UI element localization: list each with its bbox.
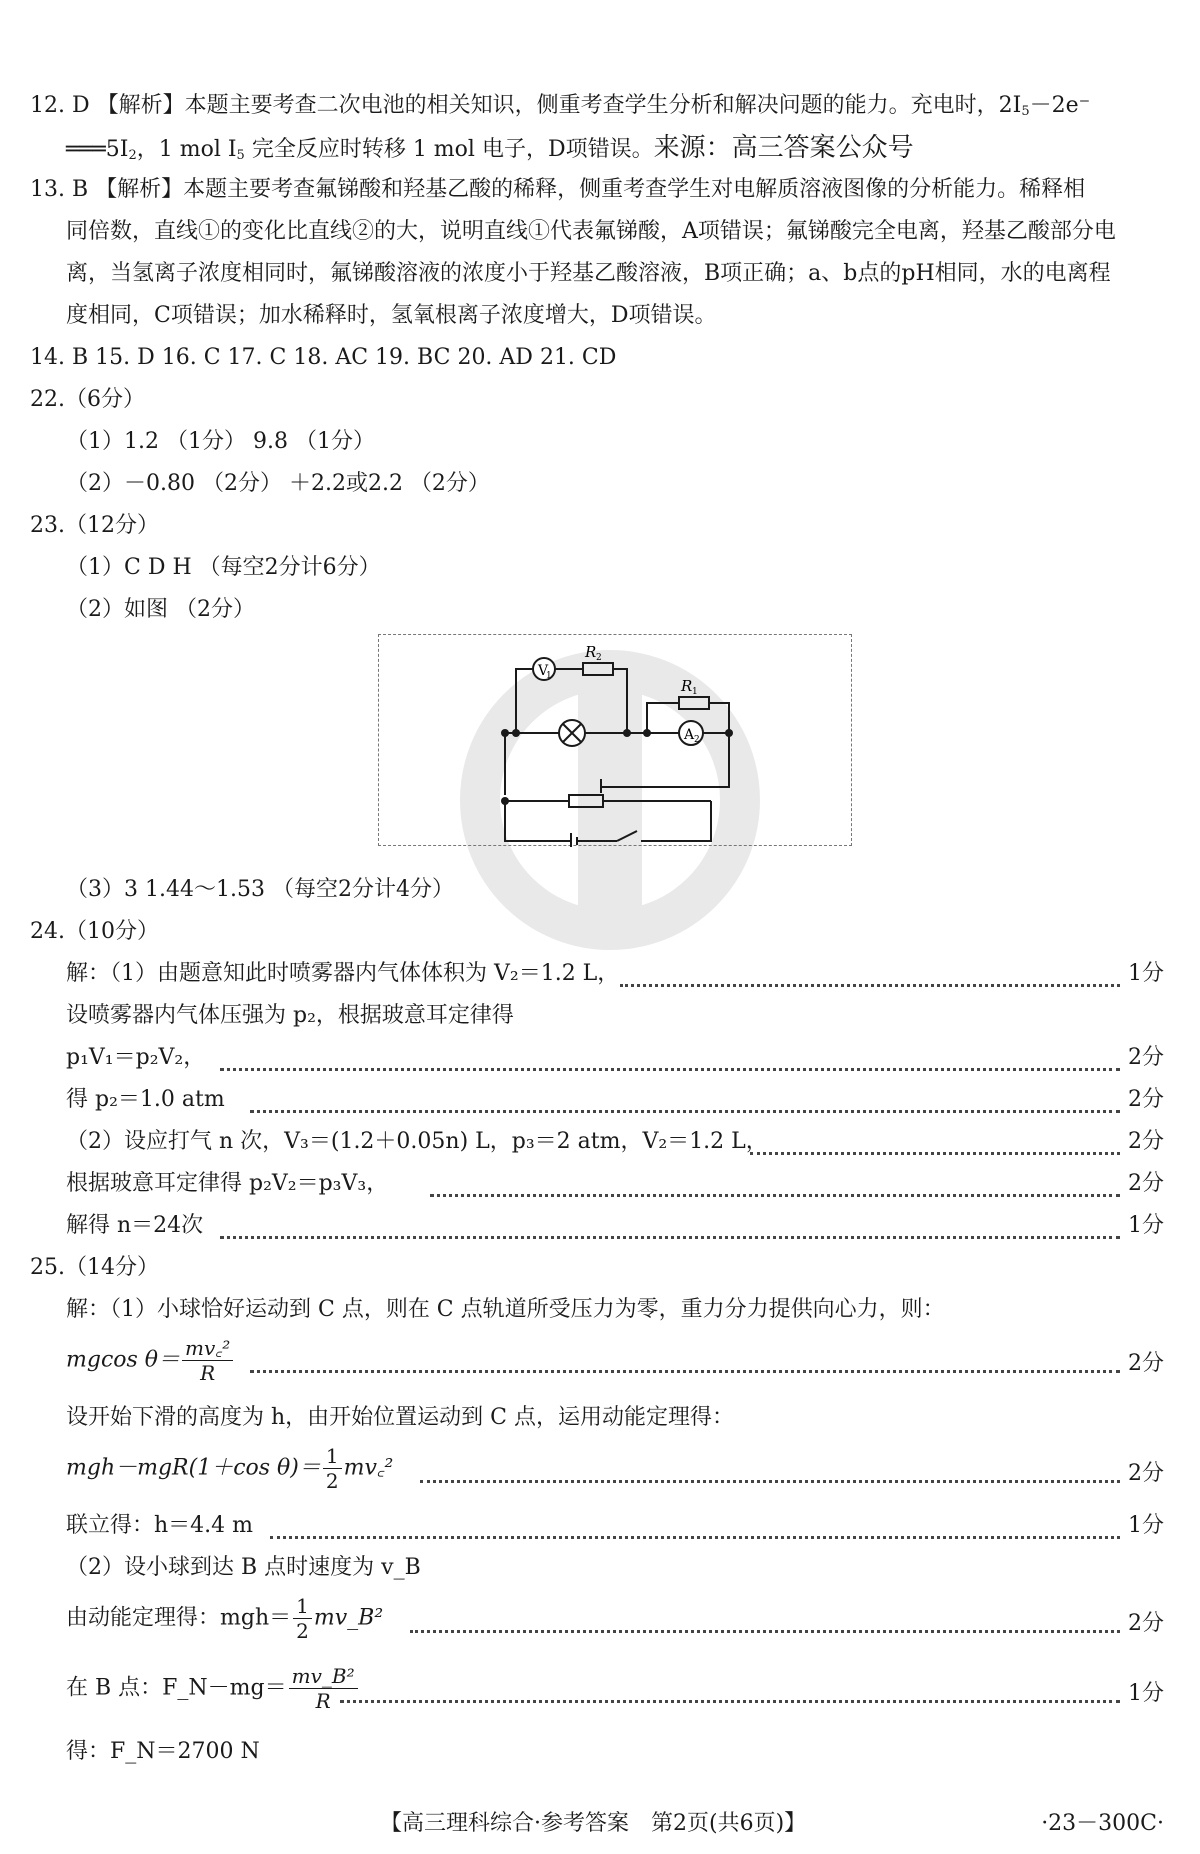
q22-line1: （1）1.2 （1分） 9.8 （1分） <box>66 429 375 454</box>
q25-head: 25.（14分） <box>30 1255 159 1280</box>
q24-line4: 得 p₂＝1.0 atm <box>66 1087 225 1112</box>
q13-line3: 离，当氢离子浓度相同时，氟锑酸溶液的浓度小于羟基乙酸溶液，B项正确；a、b点的pH相同，水的电离程 <box>66 261 1111 286</box>
q12-line1: 12. D 【解析】本题主要考查二次电池的相关知识，侧重考查学生分析和解决问题的能力。充电时，$2I_5-2e^-$ <box>30 93 1091 119</box>
footer-code: ·23－300C· <box>1041 1811 1164 1836</box>
r1-label: R <box>681 677 693 695</box>
score-5: 2分 <box>1128 1171 1164 1196</box>
q24-line6: 根据玻意耳定律得 p₂V₂＝p₃V₃， <box>66 1171 389 1196</box>
q24-line5: （2）设应打气 n 次，V₃＝(1.2＋0.05n) L，p₃＝2 atm，V₂＝1.2 L， <box>66 1129 768 1154</box>
q24-line1: 解：（1）由题意知此时喷雾器内气体体积为 V₂＝1.2 L， <box>66 961 620 986</box>
score-3: 2分 <box>1128 1087 1164 1112</box>
svg-text:1: 1 <box>692 687 698 697</box>
q12-line2: $═══5I_2$，1 mol $I_5$ 完全反应时转移 1 mol 电子，D项错误。来源：高三答案公众号 <box>66 133 914 163</box>
score-9: 1分 <box>1128 1513 1164 1538</box>
q25-eq3: 由动能定理得：mgh＝ $\frac{1}{2}$ mv_B² <box>66 1594 384 1643</box>
q23-line1: （1）C D H （每空2分计6分） <box>66 555 381 580</box>
q23-line3: （3）3 1.44～1.53 （每空2分计4分） <box>66 877 454 902</box>
score-1: 1分 <box>1128 961 1164 986</box>
source-note: 来源：高三答案公众号 <box>653 133 914 163</box>
score-8: 2分 <box>1128 1461 1164 1486</box>
score-2: 2分 <box>1128 1045 1164 1070</box>
a2-label: A <box>684 727 695 743</box>
q24-line3: p₁V₁＝p₂V₂， <box>66 1045 206 1070</box>
svg-text:2: 2 <box>694 735 700 745</box>
q13-line1: 13. B 【解析】本题主要考查氟锑酸和羟基乙酸的稀释，侧重考查学生对电解质溶液图像的分析能力。稀释相 <box>30 177 1086 202</box>
q22-line2: （2）－0.80 （2分） ＋2.2或2.2 （2分） <box>66 471 490 496</box>
q25-line1: 解：（1）小球恰好运动到 C 点，则在 C 点轨道所受压力为零，重力分力提供向心力，则： <box>66 1297 945 1322</box>
q23-line2: （2）如图 （2分） <box>66 597 255 622</box>
q24-line2: 设喷雾器内气体压强为 p₂，根据玻意耳定律得 <box>66 1003 514 1028</box>
q24-head: 24.（10分） <box>30 919 159 944</box>
score-7: 2分 <box>1128 1351 1164 1376</box>
v1-label: V <box>538 663 549 679</box>
svg-text:2: 2 <box>596 653 602 663</box>
q25-eq4: 在 B 点：F_N－mg＝ $\frac{\text{mv\_B²}}{R}$ <box>66 1664 360 1713</box>
score-4: 2分 <box>1128 1129 1164 1154</box>
svg-text:1: 1 <box>546 671 552 681</box>
score-6: 1分 <box>1128 1213 1164 1238</box>
q13-line4: 度相同，C项错误；加水稀释时，氢氧根离子浓度增大，D项错误。 <box>66 303 717 328</box>
score-10: 2分 <box>1128 1611 1164 1636</box>
circuit-diagram <box>378 634 852 846</box>
q24-line7: 解得 n＝24次 <box>66 1213 204 1238</box>
q25-line3: 联立得：h＝4.4 m <box>66 1513 254 1538</box>
q25-line5: 得：F_N＝2700 N <box>66 1739 260 1764</box>
q13-line2: 同倍数，直线①的变化比直线②的大，说明直线①代表氟锑酸，A项错误；氟锑酸完全电离，羟基乙酸部分电 <box>66 219 1116 244</box>
q25-eq1: mgcos θ＝ $\frac{\text{mv꜀²}}{R}$ <box>66 1336 235 1385</box>
score-11: 1分 <box>1128 1681 1164 1706</box>
q25-line4: （2）设小球到达 B 点时速度为 v_B <box>66 1555 421 1580</box>
q25-line2: 设开始下滑的高度为 h，由开始位置运动到 C 点，运用动能定理得： <box>66 1405 734 1430</box>
q25-eq2: mgh－mgR(1＋cos θ)＝ $\frac{1}{2}$ mv꜀² <box>66 1444 394 1493</box>
r2-label: R <box>585 643 597 661</box>
answers-14-21: 14. B 15. D 16. C 17. C 18. AC 19. BC 20. AD 21. CD <box>30 345 617 370</box>
circuit-svg <box>379 635 853 847</box>
footer-title: 【高三理科综合·参考答案 第2页(共6页)】 <box>380 1811 807 1836</box>
q23-head: 23.（12分） <box>30 513 159 538</box>
q22-head: 22.（6分） <box>30 387 145 412</box>
